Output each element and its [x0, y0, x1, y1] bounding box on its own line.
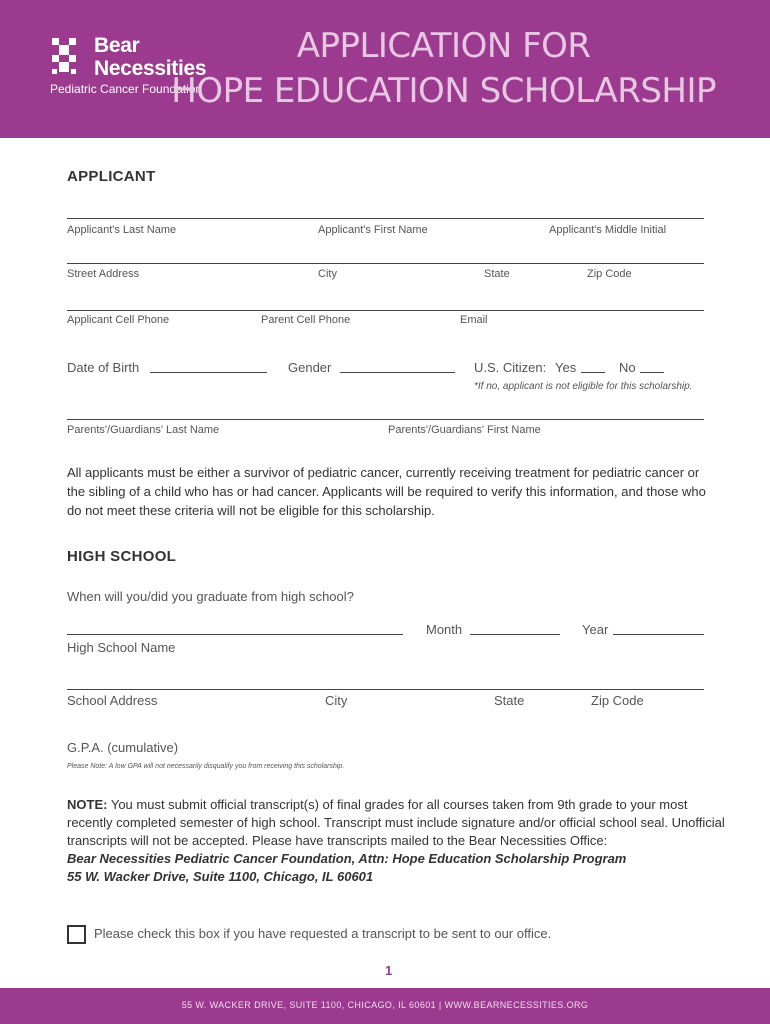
transcript-requested-checkbox[interactable] — [67, 925, 86, 944]
street-label: Street Address — [67, 268, 140, 280]
dob-label: Date of Birth — [67, 360, 140, 375]
mailing-address-line1: Bear Necessities Pediatric Cancer Foundation, Attn: Hope Education Scholarship Program — [67, 851, 627, 866]
citizen-no-label: No — [619, 360, 636, 375]
year-field[interactable] — [613, 634, 704, 635]
dob-field[interactable] — [150, 372, 267, 373]
cell-phone-label: Applicant Cell Phone — [67, 314, 170, 326]
city-label: City — [318, 268, 337, 280]
note-text: You must submit official transcript(s) of final grades for all courses taken from 9th grade to your most recently completed semester of high school. Transcript must include signature and/or official school seal. Unofficial transcripts will not be accepted. Please have transcripts mailed to the Bear Necessities Office: — [67, 797, 725, 848]
logo-subtitle: Pediatric Cancer Foundation — [50, 82, 203, 96]
citizen-note: *If no, applicant is not eligible for this scholarship. — [474, 381, 693, 392]
school-zip-label: Zip Code — [591, 693, 644, 708]
gender-label: Gender — [288, 360, 332, 375]
page-number: 1 — [385, 963, 393, 978]
middle-initial-label: Applicant's Middle Initial — [549, 224, 667, 236]
school-address-label: School Address — [67, 693, 158, 708]
state-label: State — [484, 268, 510, 280]
citizen-yes-label: Yes — [555, 360, 577, 375]
phone-line[interactable] — [67, 310, 704, 311]
footer-banner — [0, 988, 770, 1024]
graduation-question: When will you/did you graduate from high school? — [67, 589, 354, 604]
citizen-label: U.S. Citizen: — [474, 360, 547, 375]
bear-logo-icon — [50, 36, 78, 76]
first-name-label: Applicant's First Name — [318, 224, 428, 236]
school-city-label: City — [325, 693, 348, 708]
gpa-note: Please Note: A low GPA will not necessarily disqualify you from receiving this scholarship. — [67, 763, 345, 770]
zip-label: Zip Code — [587, 268, 632, 280]
header-banner — [0, 0, 770, 138]
address-line[interactable] — [67, 263, 704, 264]
month-label: Month — [426, 622, 463, 637]
checkbox-label: Please check this box if you have requested a transcript to be sent to our office. — [94, 926, 552, 941]
school-address-line[interactable] — [67, 689, 704, 690]
gpa-label: G.P.A. (cumulative) — [67, 740, 179, 755]
parent-phone-label: Parent Cell Phone — [261, 314, 351, 326]
school-state-label: State — [494, 693, 525, 708]
high-school-heading: HIGH SCHOOL — [67, 548, 177, 565]
citizen-no-field[interactable] — [640, 372, 664, 373]
parents-first-label: Parents'/Guardians' First Name — [388, 424, 541, 436]
logo-name: Bear Necessities — [94, 34, 207, 80]
citizen-yes-field[interactable] — [581, 372, 605, 373]
note-label: NOTE: — [67, 797, 108, 812]
page-title: APPLICATION FOR HOPE EDUCATION SCHOLARSHIP — [171, 26, 716, 111]
parents-last-label: Parents'/Guardians' Last Name — [67, 424, 220, 436]
parents-name-line[interactable] — [67, 419, 704, 420]
gender-field[interactable] — [340, 372, 455, 373]
high-school-name-label: High School Name — [67, 640, 176, 655]
high-school-name-field[interactable] — [67, 634, 403, 635]
mailing-address-line2: 55 W. Wacker Drive, Suite 1100, Chicago, IL 60601 — [67, 869, 374, 884]
last-name-label: Applicant's Last Name — [67, 224, 177, 236]
footer-text: 55 W. WACKER DRIVE, SUITE 1100, CHICAGO, IL 60601 | WWW.BEARNECESSITIES.ORG — [181, 1000, 589, 1010]
name-line[interactable] — [67, 218, 704, 219]
email-label: Email — [460, 314, 488, 326]
eligibility-text: All applicants must be either a survivor of pediatric cancer, currently receiving treatment for pediatric cancer or the sibling of a child who has or had cancer. Applicants will be required to verify this information, and those who do not meet these criteria will not be eligible for this scholarship. — [67, 465, 706, 518]
month-field[interactable] — [470, 634, 560, 635]
year-label: Year — [582, 622, 609, 637]
transcript-note — [67, 796, 727, 886]
applicant-heading: APPLICANT — [67, 168, 156, 185]
